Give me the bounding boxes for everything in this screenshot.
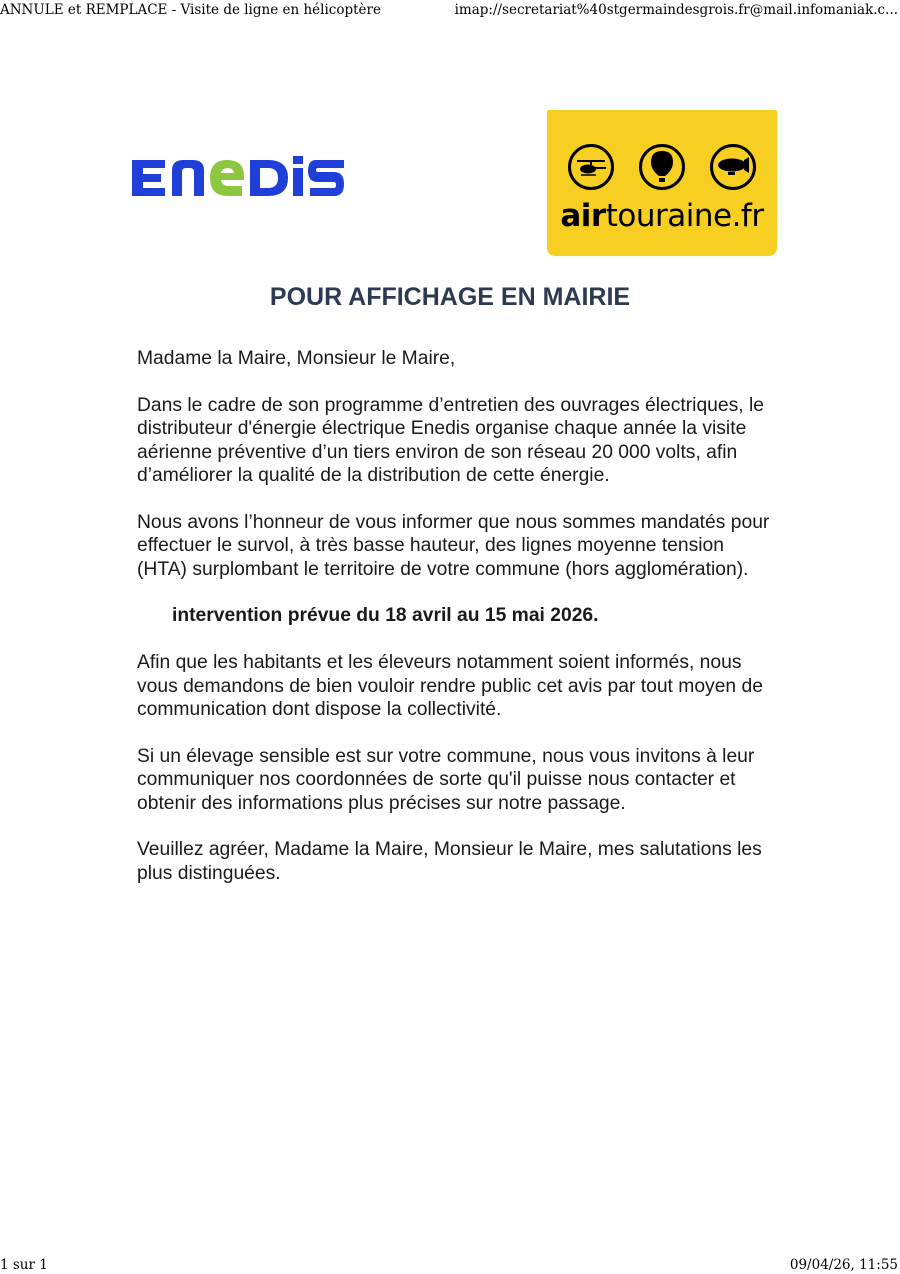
airtouraine-logo	[547, 110, 777, 256]
page-title: POUR AFFICHAGE EN MAIRIE	[269, 283, 631, 311]
enedis-logo	[130, 152, 348, 204]
hot-air-balloon-icon	[639, 144, 685, 190]
print-timestamp: 09/04/26, 11:55	[789, 1257, 898, 1273]
paragraph-intro: Dans le cadre de son programme d’entretien des ouvrages électriques, le distributeur d'énergie électrique Enedis organise chaque année la visite aérienne préventive d’un tiers environ de son réseau 20 000 volts, afin d’améliorer la qualité de la distribution de cette énergie.	[137, 394, 764, 487]
intervention-dates: intervention prévue du 18 avril au 15 mai 2026.	[172, 605, 599, 627]
closing: Veuillez agréer, Madame la Maire, Monsieur le Maire, mes salutations les plus distinguées.	[137, 839, 762, 884]
print-header-url: imap://secretariat%40stgermaindesgrois.fr@mail.infomaniak.c...	[454, 2, 898, 18]
paragraph-mandate: Nous avons l’honneur de vous informer que nous sommes mandatés pour effectuer le survol, à très basse hauteur, des lignes moyenne tension (HTA) surplombant le territoire de votre commune (hors agglomération).	[137, 511, 770, 580]
paragraph-publicity: Afin que les habitants et les éleveurs notamment soient informés, nous vous demandons de bien vouloir rendre public cet avis par tout moyen de communication dont dispose la collectivité.	[137, 652, 763, 721]
airship-icon	[710, 144, 756, 190]
paragraph-livestock: Si un élevage sensible est sur votre commune, nous vous invitons à leur communiquer nos coordonnées de sorte qu'il puisse nous contacter et obtenir des informations plus précises sur notre passage.	[137, 745, 755, 814]
print-header-title: ANNULE et REMPLACE - Visite de ligne en hélicoptère	[0, 2, 381, 18]
helicopter-icon	[568, 144, 614, 190]
salutation: Madame la Maire, Monsieur le Maire,	[137, 348, 456, 369]
airtouraine-wordmark: airtouraine.fr	[560, 198, 764, 234]
page-count: 1 sur 1	[0, 1257, 48, 1273]
letter-body	[137, 347, 777, 909]
